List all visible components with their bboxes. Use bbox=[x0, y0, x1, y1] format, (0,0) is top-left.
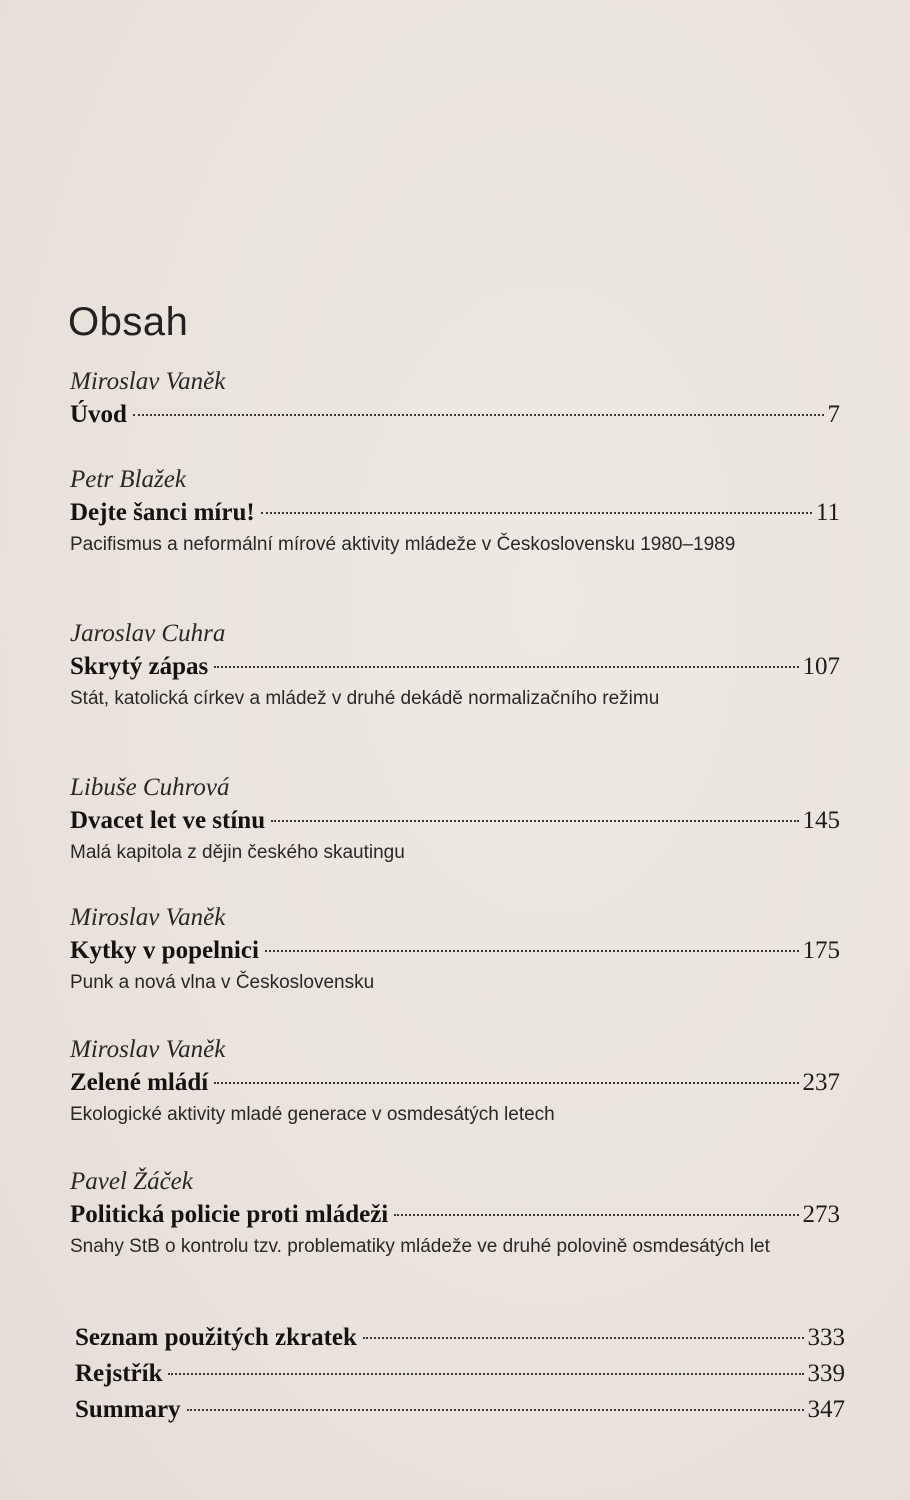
back-matter-item bbox=[75, 1320, 845, 1356]
entry-page-number: 237 bbox=[802, 1069, 840, 1096]
entry-page-number: 333 bbox=[807, 1324, 845, 1351]
entry-title-line bbox=[70, 1066, 840, 1100]
entry-title: Dejte šanci míru! bbox=[70, 499, 255, 526]
dot-leader bbox=[394, 1214, 798, 1216]
page-title: Obsah bbox=[68, 300, 189, 344]
entry-title-line bbox=[70, 398, 840, 432]
entry-title: Kytky v popelnici bbox=[70, 937, 259, 964]
entry-title-line bbox=[70, 934, 840, 968]
entry-author: Miroslav Vaněk bbox=[70, 1036, 226, 1063]
dot-leader bbox=[168, 1373, 803, 1375]
entry-page-number: 107 bbox=[802, 653, 840, 680]
entry-author: Miroslav Vaněk bbox=[70, 904, 226, 931]
entry-author: Pavel Žáček bbox=[70, 1168, 193, 1195]
entry-subtitle: Ekologické aktivity mladé generace v osmdesátých letech bbox=[70, 1104, 555, 1125]
toc-entry bbox=[70, 772, 840, 868]
dot-leader bbox=[265, 950, 799, 952]
toc-entry bbox=[70, 366, 840, 432]
entry-page-number: 7 bbox=[827, 401, 840, 428]
toc-entry bbox=[70, 1034, 840, 1130]
toc-entry bbox=[70, 618, 840, 714]
back-matter-item bbox=[75, 1356, 845, 1392]
dot-leader bbox=[261, 512, 812, 514]
dot-leader bbox=[133, 414, 824, 416]
entry-title: Seznam použitých zkratek bbox=[75, 1324, 357, 1351]
entry-title: Dvacet let ve stínu bbox=[70, 807, 266, 834]
dot-leader bbox=[271, 820, 798, 822]
entry-page-number: 339 bbox=[807, 1360, 845, 1387]
entry-title-line bbox=[70, 496, 840, 530]
toc-entry bbox=[70, 902, 840, 998]
dot-leader bbox=[214, 1082, 798, 1084]
entry-author: Miroslav Vaněk bbox=[70, 368, 226, 395]
entry-subtitle: Punk a nová vlna v Československu bbox=[70, 972, 375, 993]
dot-leader bbox=[214, 666, 798, 668]
entry-page-number: 273 bbox=[802, 1201, 840, 1228]
entry-subtitle: Stát, katolická církev a mládež v druhé dekádě normalizačního režimu bbox=[70, 688, 660, 709]
toc-entry bbox=[70, 464, 840, 560]
entry-title: Politická policie proti mládeži bbox=[70, 1201, 389, 1228]
entry-page-number: 11 bbox=[815, 499, 840, 526]
toc-entry bbox=[70, 1166, 840, 1262]
entry-author: Jaroslav Cuhra bbox=[70, 620, 226, 647]
back-matter-item bbox=[75, 1392, 845, 1428]
back-matter-list bbox=[75, 1320, 845, 1428]
entry-page-number: 175 bbox=[802, 937, 840, 964]
entry-title: Skrytý zápas bbox=[70, 653, 209, 680]
entry-title: Zelené mládí bbox=[70, 1069, 209, 1096]
entry-title-line bbox=[70, 650, 840, 684]
entry-subtitle: Snahy StB o kontrolu tzv. problematiky mládeže ve druhé polovině osmdesátých let bbox=[70, 1236, 770, 1257]
dot-leader bbox=[363, 1337, 804, 1339]
entry-author: Libuše Cuhrová bbox=[70, 774, 230, 801]
entry-author: Petr Blažek bbox=[70, 466, 186, 493]
entry-title-line bbox=[70, 1198, 840, 1232]
entry-title: Úvod bbox=[70, 401, 127, 428]
entry-title: Summary bbox=[75, 1396, 181, 1423]
dot-leader bbox=[187, 1409, 804, 1411]
entry-page-number: 347 bbox=[807, 1396, 845, 1423]
entry-title-line bbox=[70, 804, 840, 838]
entry-subtitle: Pacifismus a neformální mírové aktivity mládeže v Československu 1980–1989 bbox=[70, 534, 736, 555]
entry-subtitle: Malá kapitola z dějin českého skautingu bbox=[70, 842, 405, 863]
entry-title: Rejstřík bbox=[75, 1360, 163, 1387]
entry-page-number: 145 bbox=[802, 807, 840, 834]
